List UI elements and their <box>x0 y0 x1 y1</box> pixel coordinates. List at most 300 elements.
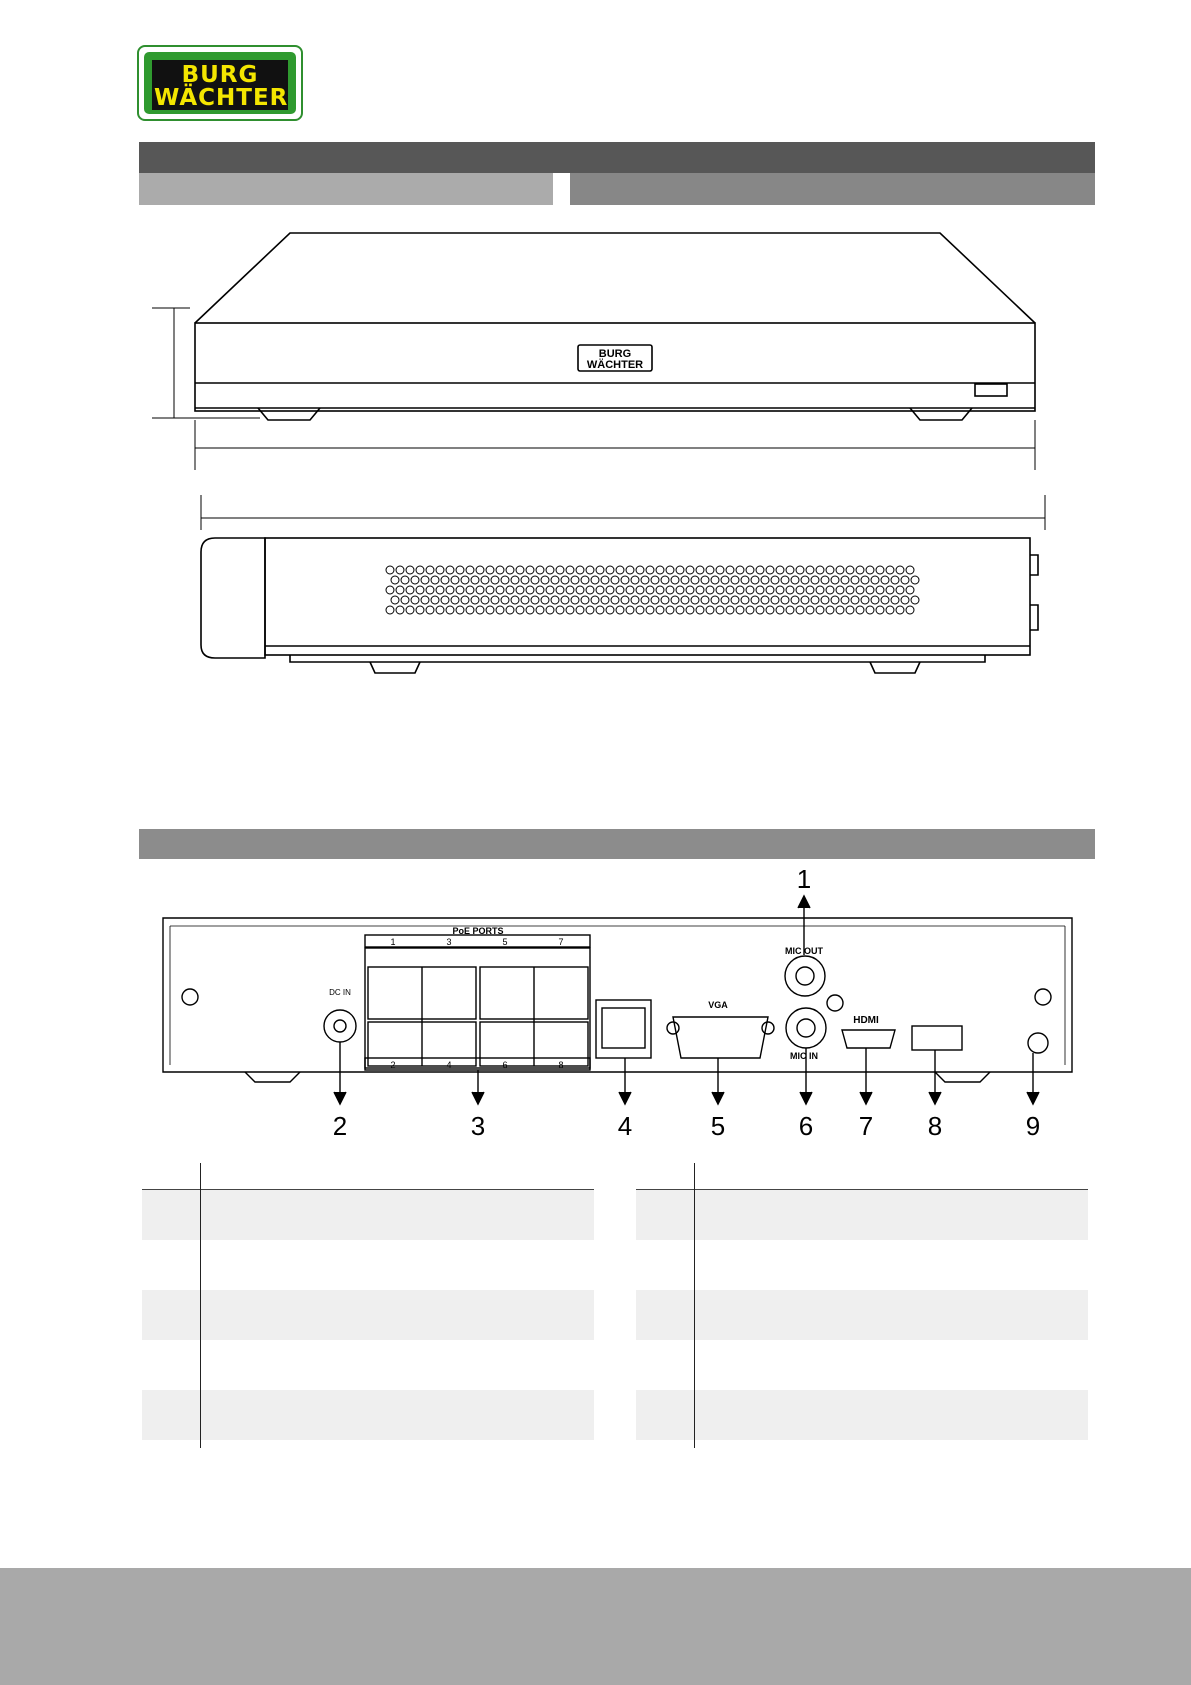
vent-hole <box>821 576 829 584</box>
vent-hole <box>696 586 704 594</box>
table-row <box>636 1340 1088 1390</box>
table-divider <box>200 1163 201 1448</box>
vent-hole <box>631 576 639 584</box>
vent-hole <box>701 596 709 604</box>
vent-hole <box>816 606 824 614</box>
vent-hole <box>476 586 484 594</box>
vent-hole <box>651 576 659 584</box>
vent-hole <box>806 586 814 594</box>
vent-hole <box>866 566 874 574</box>
hdmi-label: HDMI <box>853 1015 879 1026</box>
vent-hole <box>646 606 654 614</box>
poe-bottom-label: 6 <box>502 1060 508 1070</box>
vent-hole <box>471 576 479 584</box>
vent-hole <box>486 586 494 594</box>
vent-hole <box>436 566 444 574</box>
vent-hole <box>501 596 509 604</box>
mic-out-label: MIC OUT <box>785 946 823 956</box>
callout-number: 1 <box>796 864 812 894</box>
vent-hole <box>826 606 834 614</box>
vent-hole <box>541 576 549 584</box>
vent-hole <box>841 596 849 604</box>
vent-hole <box>426 586 434 594</box>
vent-hole <box>851 596 859 604</box>
vent-hole <box>776 606 784 614</box>
vent-hole <box>576 606 584 614</box>
device-drawing <box>0 0 1191 700</box>
vent-hole <box>656 566 664 574</box>
vent-hole <box>856 586 864 594</box>
vent-hole <box>591 596 599 604</box>
vent-hole <box>831 596 839 604</box>
vent-hole <box>661 576 669 584</box>
table-row <box>142 1390 594 1440</box>
vent-hole <box>701 576 709 584</box>
vent-hole <box>791 576 799 584</box>
poe-bottom-label: 4 <box>446 1060 452 1070</box>
callout-number: 8 <box>927 1111 943 1141</box>
vent-hole <box>586 606 594 614</box>
vent-hole <box>651 596 659 604</box>
connections-table <box>142 1163 1090 1450</box>
vent-hole <box>431 576 439 584</box>
table-divider <box>694 1163 695 1448</box>
vent-hole <box>471 596 479 604</box>
vent-hole <box>416 586 424 594</box>
vent-hole <box>756 566 764 574</box>
vent-hole <box>906 566 914 574</box>
vent-hole <box>721 576 729 584</box>
vent-hole <box>646 566 654 574</box>
vent-hole <box>401 576 409 584</box>
table-row <box>142 1240 594 1290</box>
vent-hole <box>511 576 519 584</box>
logo-line-2: WÄCHTER <box>154 85 289 111</box>
vent-hole <box>891 596 899 604</box>
vent-hole <box>391 596 399 604</box>
vent-hole <box>871 576 879 584</box>
vent-hole <box>821 596 829 604</box>
vent-hole <box>661 596 669 604</box>
vent-hole <box>716 566 724 574</box>
vent-hole <box>901 596 909 604</box>
vent-hole <box>816 586 824 594</box>
vent-hole <box>621 576 629 584</box>
vent-hole <box>856 606 864 614</box>
vent-hole <box>611 576 619 584</box>
vent-hole <box>796 566 804 574</box>
poe-top-label: 7 <box>558 937 564 947</box>
vent-hole <box>706 566 714 574</box>
vent-hole <box>531 596 539 604</box>
vent-hole <box>596 606 604 614</box>
callout-number: 2 <box>332 1111 348 1141</box>
vent-hole <box>746 566 754 574</box>
vent-hole <box>446 566 454 574</box>
vent-hole <box>416 606 424 614</box>
vent-hole <box>846 606 854 614</box>
vent-hole <box>676 566 684 574</box>
vent-hole <box>646 586 654 594</box>
vent-hole <box>716 606 724 614</box>
vent-hole <box>466 606 474 614</box>
vent-hole <box>726 586 734 594</box>
vent-hole <box>911 576 919 584</box>
vent-hole <box>876 566 884 574</box>
vent-hole <box>776 586 784 594</box>
vent-hole <box>881 596 889 604</box>
vent-hole <box>421 576 429 584</box>
vent-hole <box>386 586 394 594</box>
vent-hole <box>411 596 419 604</box>
vent-hole <box>411 576 419 584</box>
poe-bottom-label: 2 <box>390 1060 396 1070</box>
table-row <box>636 1240 1088 1290</box>
section-band <box>139 829 1095 859</box>
vent-hole <box>491 596 499 604</box>
vent-hole <box>446 586 454 594</box>
vent-hole <box>786 606 794 614</box>
vent-hole <box>516 586 524 594</box>
vent-hole <box>891 576 899 584</box>
vent-hole <box>726 566 734 574</box>
vent-hole <box>766 606 774 614</box>
vent-hole <box>836 606 844 614</box>
vent-hole <box>626 566 634 574</box>
vent-hole <box>576 566 584 574</box>
vent-hole <box>886 606 894 614</box>
vent-hole <box>741 576 749 584</box>
vent-hole <box>476 606 484 614</box>
vent-hole <box>826 586 834 594</box>
vent-hole <box>451 596 459 604</box>
vent-hole <box>496 606 504 614</box>
vent-hole <box>531 576 539 584</box>
table-right <box>636 1189 1088 1440</box>
rear-panel-drawing <box>0 860 1191 1150</box>
vent-hole <box>456 586 464 594</box>
vent-hole <box>896 606 904 614</box>
vent-hole <box>551 596 559 604</box>
vent-hole <box>616 606 624 614</box>
vent-hole <box>526 586 534 594</box>
vent-hole <box>396 606 404 614</box>
callout-number: 3 <box>470 1111 486 1141</box>
vent-hole <box>451 576 459 584</box>
vent-hole <box>751 576 759 584</box>
vent-hole <box>616 566 624 574</box>
vent-hole <box>551 576 559 584</box>
vent-hole <box>556 606 564 614</box>
vent-hole <box>536 606 544 614</box>
vent-hole <box>611 596 619 604</box>
vent-hole <box>696 566 704 574</box>
vent-hole <box>546 586 554 594</box>
vent-hole <box>496 566 504 574</box>
vent-hole <box>636 606 644 614</box>
vent-hole <box>666 586 674 594</box>
table-left <box>142 1189 594 1440</box>
vent-hole <box>636 566 644 574</box>
vent-hole <box>676 586 684 594</box>
vent-hole <box>596 566 604 574</box>
table-row <box>142 1290 594 1340</box>
vent-hole <box>641 576 649 584</box>
vent-hole <box>871 596 879 604</box>
vent-hole <box>606 566 614 574</box>
vent-hole <box>386 566 394 574</box>
vent-hole <box>401 596 409 604</box>
vent-hole <box>836 586 844 594</box>
vent-hole <box>796 606 804 614</box>
vent-hole <box>591 576 599 584</box>
vent-hole <box>696 606 704 614</box>
vent-hole <box>766 586 774 594</box>
poe-top-label: 3 <box>446 937 452 947</box>
vent-hole <box>601 576 609 584</box>
vent-hole <box>811 576 819 584</box>
vent-hole <box>466 566 474 574</box>
vent-hole <box>461 576 469 584</box>
vent-hole <box>836 566 844 574</box>
vent-hole <box>506 586 514 594</box>
vent-hole <box>781 596 789 604</box>
vent-hole <box>721 596 729 604</box>
vent-hole <box>786 586 794 594</box>
vent-hole <box>506 566 514 574</box>
vent-hole <box>486 566 494 574</box>
vent-hole <box>886 586 894 594</box>
vent-hole <box>576 586 584 594</box>
poe-title: PoE PORTS <box>452 926 504 936</box>
vent-hole <box>806 606 814 614</box>
vent-hole <box>861 576 869 584</box>
vent-hole <box>391 576 399 584</box>
vent-hole <box>761 596 769 604</box>
vent-hole <box>666 566 674 574</box>
vent-hole <box>731 576 739 584</box>
vent-hole <box>866 586 874 594</box>
vent-hole <box>486 606 494 614</box>
vent-hole <box>526 606 534 614</box>
vent-hole <box>581 596 589 604</box>
vent-hole <box>706 606 714 614</box>
vent-hole <box>431 596 439 604</box>
vent-hole <box>516 606 524 614</box>
vent-hole <box>546 606 554 614</box>
vent-hole <box>386 606 394 614</box>
vent-hole <box>656 606 664 614</box>
vent-hole <box>561 596 569 604</box>
vent-hole <box>691 596 699 604</box>
vent-hole <box>521 576 529 584</box>
vent-hole <box>751 596 759 604</box>
vent-hole <box>676 606 684 614</box>
vent-hole <box>566 566 574 574</box>
vent-hole <box>831 576 839 584</box>
vent-hole <box>636 586 644 594</box>
vent-hole <box>491 576 499 584</box>
vent-hole <box>481 596 489 604</box>
vent-hole <box>426 566 434 574</box>
vent-hole <box>436 586 444 594</box>
callout-number: 5 <box>710 1111 726 1141</box>
mic-in-label: MIC IN <box>790 1051 818 1061</box>
vent-hole <box>626 606 634 614</box>
front-logo-line-2: WÄCHTER <box>586 359 644 371</box>
vent-hole <box>791 596 799 604</box>
vent-hole <box>586 566 594 574</box>
dc-in-label: DC IN <box>329 988 351 997</box>
vent-hole <box>441 576 449 584</box>
vent-hole <box>761 576 769 584</box>
vent-hole <box>566 606 574 614</box>
vent-hole <box>656 586 664 594</box>
vent-hole <box>786 566 794 574</box>
vent-hole <box>616 586 624 594</box>
vent-hole <box>736 586 744 594</box>
vent-hole <box>716 586 724 594</box>
vent-hole <box>681 596 689 604</box>
vent-hole <box>461 596 469 604</box>
vent-hole <box>906 586 914 594</box>
vent-hole <box>571 596 579 604</box>
vent-hole <box>731 596 739 604</box>
vent-hole <box>476 566 484 574</box>
vent-hole <box>896 586 904 594</box>
vga-label: VGA <box>708 1000 728 1010</box>
vent-hole <box>526 566 534 574</box>
vent-hole <box>876 606 884 614</box>
vent-hole <box>396 586 404 594</box>
vent-hole <box>546 566 554 574</box>
vent-hole <box>801 596 809 604</box>
vent-hole <box>741 596 749 604</box>
vent-hole <box>686 566 694 574</box>
vent-hole <box>746 606 754 614</box>
table-row <box>636 1190 1088 1240</box>
table-row <box>142 1190 594 1240</box>
vent-hole <box>911 596 919 604</box>
vent-hole <box>556 566 564 574</box>
table-row <box>142 1340 594 1390</box>
vent-hole <box>571 576 579 584</box>
vent-hole <box>606 586 614 594</box>
vent-hole <box>771 576 779 584</box>
vent-hole <box>771 596 779 604</box>
vent-hole <box>406 566 414 574</box>
vent-hole <box>881 576 889 584</box>
vent-hole <box>796 586 804 594</box>
vent-hole <box>416 566 424 574</box>
vent-hole <box>631 596 639 604</box>
vent-hole <box>606 606 614 614</box>
vent-hole <box>886 566 894 574</box>
vent-hole <box>586 586 594 594</box>
vent-hole <box>896 566 904 574</box>
vent-hole <box>756 586 764 594</box>
vent-hole <box>426 606 434 614</box>
vent-hole <box>581 576 589 584</box>
vent-hole <box>841 576 849 584</box>
callout-number: 4 <box>617 1111 633 1141</box>
vent-hole <box>746 586 754 594</box>
vent-hole <box>536 586 544 594</box>
vent-hole <box>536 566 544 574</box>
vent-hole <box>901 576 909 584</box>
vent-hole <box>421 596 429 604</box>
vent-hole <box>511 596 519 604</box>
vent-hole <box>851 576 859 584</box>
vent-hole <box>496 586 504 594</box>
vent-hole <box>621 596 629 604</box>
vent-hole <box>481 576 489 584</box>
vent-hole <box>396 566 404 574</box>
vent-hole <box>566 586 574 594</box>
vent-hole <box>681 576 689 584</box>
vent-hole <box>666 606 674 614</box>
vent-hole <box>806 566 814 574</box>
vent-hole <box>801 576 809 584</box>
vent-hole <box>601 596 609 604</box>
vent-hole <box>726 606 734 614</box>
vent-hole <box>466 586 474 594</box>
vent-hole <box>766 566 774 574</box>
vent-hole <box>781 576 789 584</box>
vent-hole <box>811 596 819 604</box>
vent-hole <box>436 606 444 614</box>
vent-hole <box>641 596 649 604</box>
vent-hole <box>876 586 884 594</box>
vent-hole <box>406 586 414 594</box>
table-row <box>636 1390 1088 1440</box>
vent-hole <box>816 566 824 574</box>
vent-hole <box>446 606 454 614</box>
poe-bottom-label: 8 <box>558 1060 564 1070</box>
callout-number: 9 <box>1025 1111 1041 1141</box>
logo-line-1: BURG <box>181 62 259 88</box>
vent-hole <box>826 566 834 574</box>
vent-hole <box>906 606 914 614</box>
vent-hole <box>406 606 414 614</box>
vent-hole <box>861 596 869 604</box>
callout-number: 6 <box>798 1111 814 1141</box>
vent-hole <box>776 566 784 574</box>
vent-hole <box>866 606 874 614</box>
vent-hole <box>846 566 854 574</box>
vent-hole <box>541 596 549 604</box>
vent-hole <box>686 586 694 594</box>
vent-hole <box>856 566 864 574</box>
vent-hole <box>706 586 714 594</box>
vent-hole <box>596 586 604 594</box>
vent-hole <box>506 606 514 614</box>
vent-hole <box>626 586 634 594</box>
vent-hole <box>711 596 719 604</box>
poe-top-label: 5 <box>502 937 508 947</box>
front-logo-line-1: BURG <box>598 348 632 360</box>
table-row <box>636 1290 1088 1340</box>
vent-hole <box>561 576 569 584</box>
vent-hole <box>671 596 679 604</box>
vent-hole <box>736 606 744 614</box>
vent-hole <box>736 566 744 574</box>
vent-hole <box>521 596 529 604</box>
vent-hole <box>756 606 764 614</box>
vent-hole <box>671 576 679 584</box>
footer-band <box>0 1568 1191 1685</box>
vent-hole <box>556 586 564 594</box>
